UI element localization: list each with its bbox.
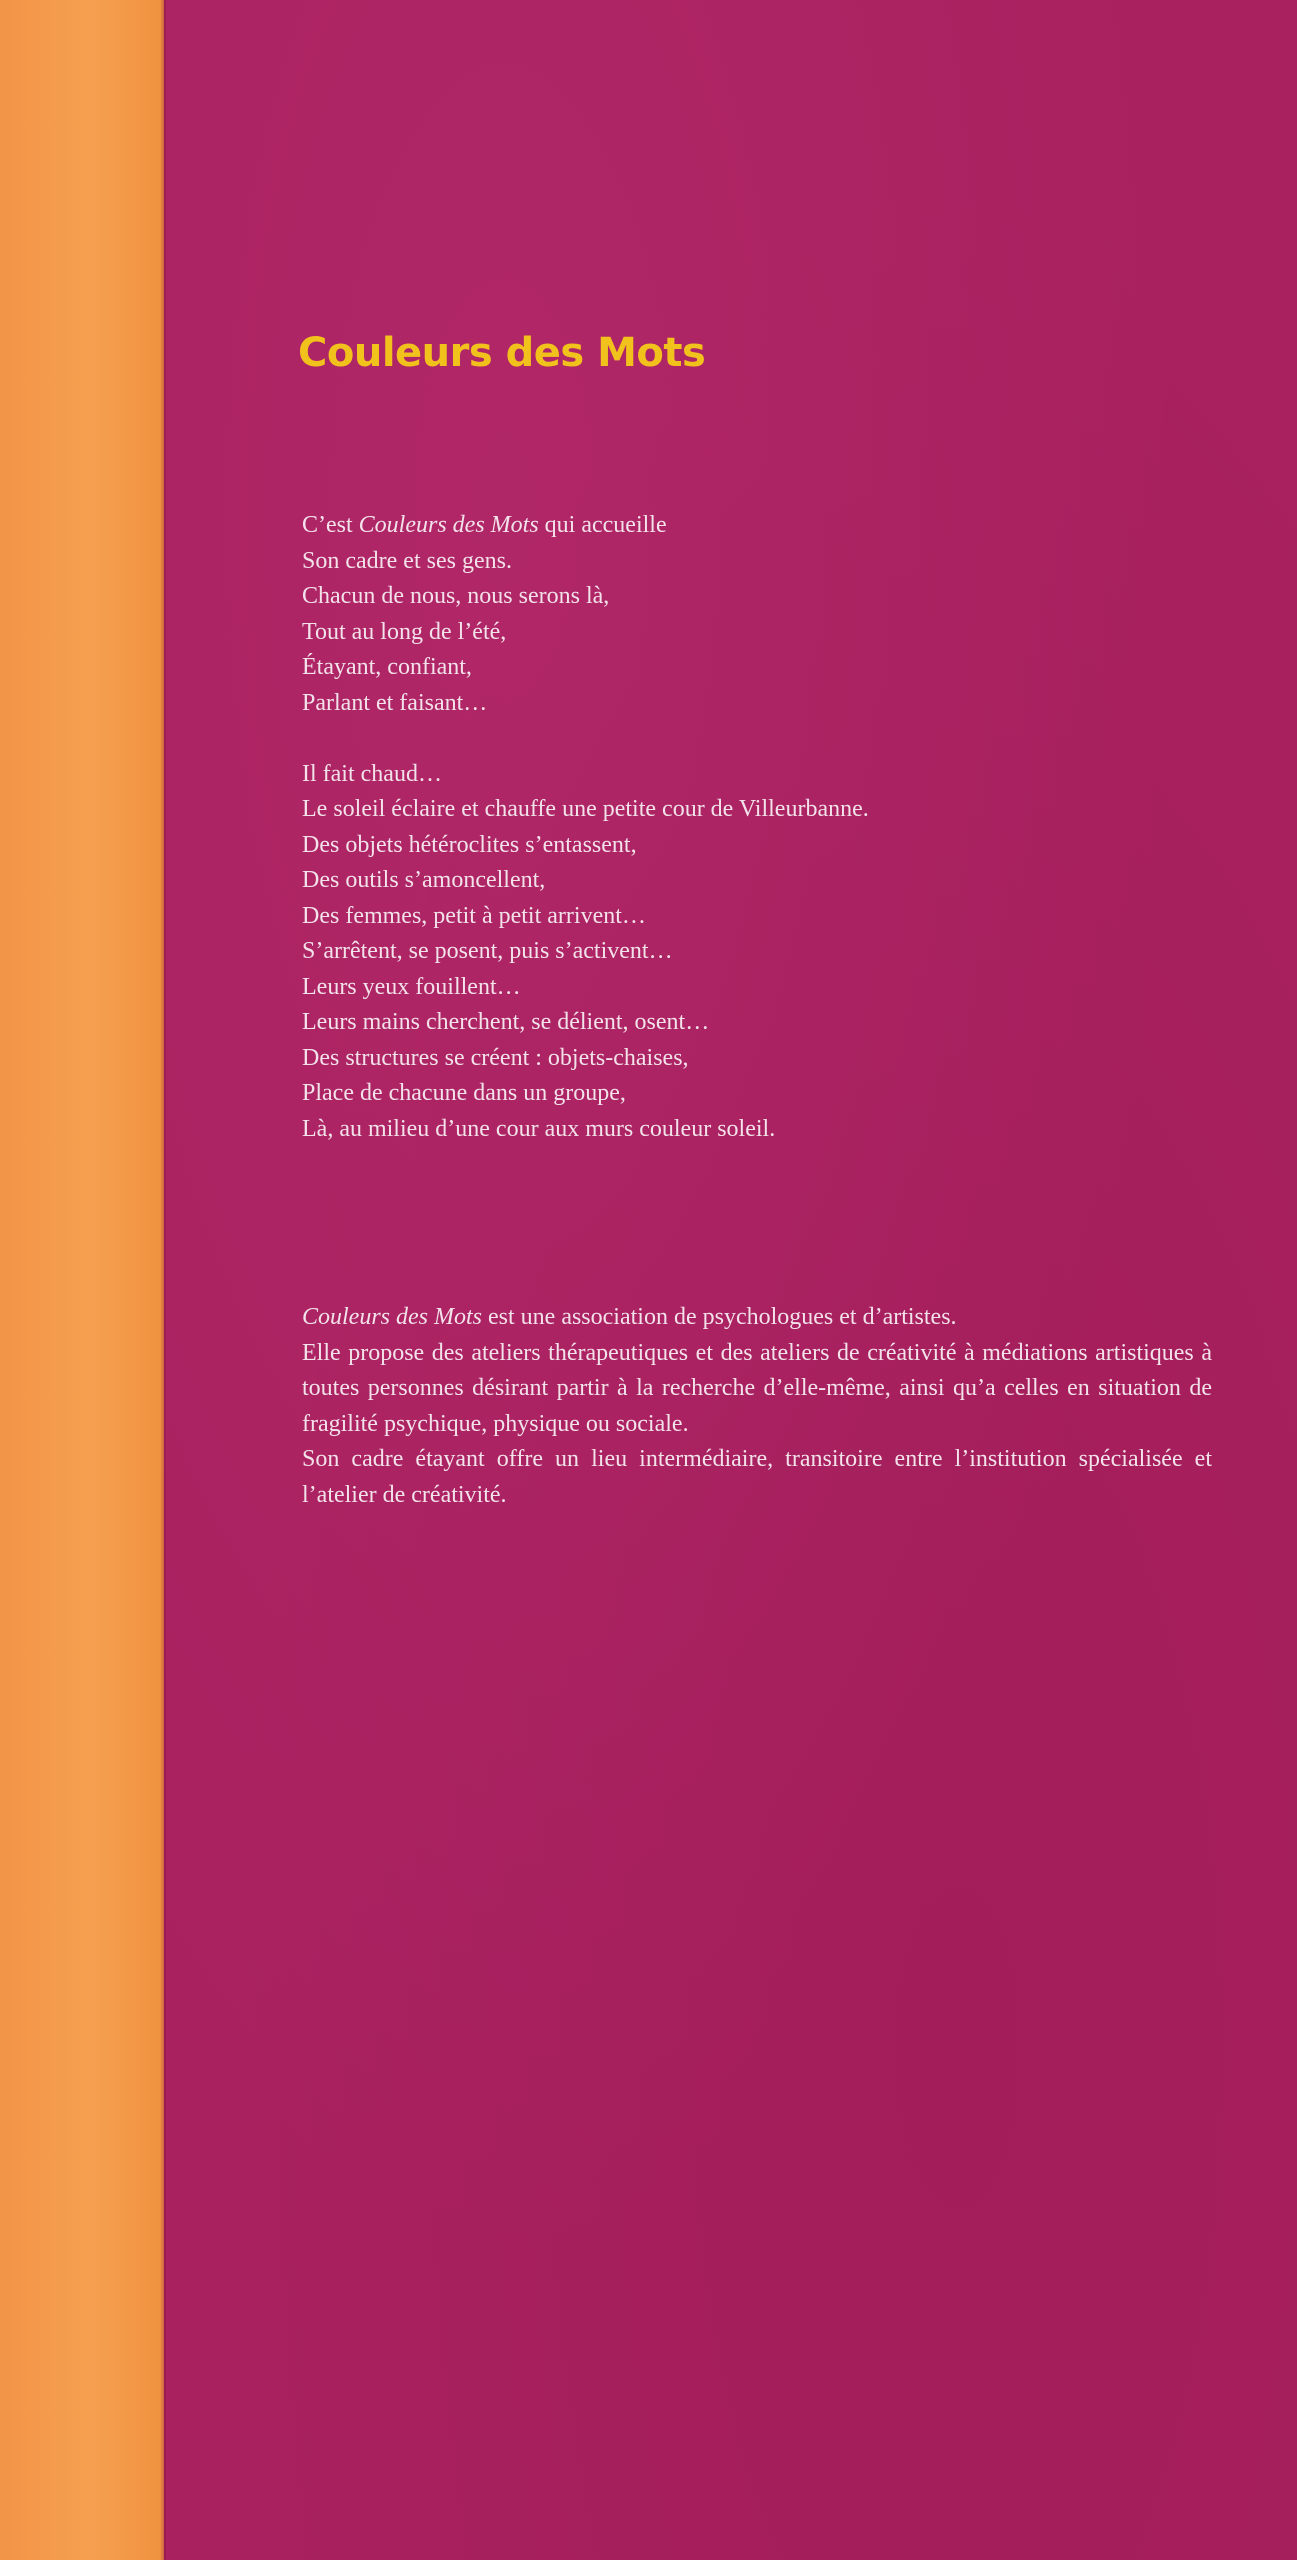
association-name-italic: Couleurs des Mots: [302, 1304, 482, 1330]
poem-line: Des femmes, petit à petit arrivent…: [302, 902, 646, 929]
poem-line: Il fait chaud…: [302, 760, 442, 787]
poem-line: Le soleil éclaire et chauffe une petite cour de Villeurbanne.: [302, 796, 869, 822]
band-edge-shadow: [160, 0, 166, 2560]
poem-line: Son cadre et ses gens.: [302, 547, 512, 574]
poem-line: Parlant et faisant…: [302, 689, 488, 716]
poem-line: Tout au long de l’été,: [302, 618, 507, 645]
poem-line: Des outils s’amoncellent,: [302, 867, 546, 893]
stanza-gap: [302, 721, 869, 757]
poem-line: Place de chacune dans un groupe,: [302, 1080, 626, 1106]
description-paragraph: [302, 1300, 1212, 1336]
poem-line: Des objets hétéroclites s’entassent,: [302, 831, 637, 858]
description-text: est une association de psychologues et d’artistes.: [482, 1304, 957, 1330]
magenta-panel: [164, 0, 1297, 2560]
poem-line: Leurs yeux fouillent…: [302, 973, 521, 1000]
description-paragraph: Elle propose des ateliers thérapeutiques et des ateliers de créativité à médiations artistiques à toutes personnes désirant partir à la recherche d’elle-même, ainsi qu’a celles en situation de fragilité psychique, physique ou sociale.: [302, 1339, 1212, 1437]
poem: [302, 508, 869, 1147]
page-title: Couleurs des Mots: [298, 330, 706, 376]
poem-line: Des structures se créent : objets-chaises,: [302, 1044, 689, 1071]
poem-line: Étayant, confiant,: [302, 654, 472, 680]
association-name-italic: Couleurs des Mots: [358, 512, 539, 538]
poem-line-text: qui accueille: [538, 512, 667, 538]
poem-line: Chacun de nous, nous serons là,: [302, 583, 610, 609]
poem-line: Leurs mains cherchent, se délient, osent…: [302, 1009, 710, 1035]
poem-line: Là, au milieu d’une cour aux murs couleur soleil.: [302, 1115, 776, 1142]
poem-line-text: C’est: [302, 512, 359, 538]
orange-side-band: [0, 0, 164, 2560]
association-description: [302, 1300, 1212, 1513]
poem-line: [302, 508, 869, 544]
description-paragraph: Son cadre étayant offre un lieu intermédiaire, transitoire entre l’institution spécialisée et l’atelier de créativité.: [302, 1446, 1212, 1508]
poem-line: S’arrêtent, se posent, puis s’activent…: [302, 938, 673, 964]
